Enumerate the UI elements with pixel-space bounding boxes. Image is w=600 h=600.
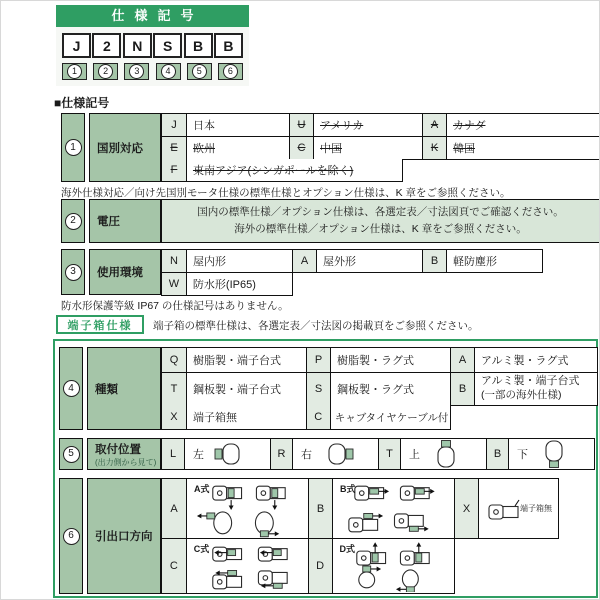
code-cell [289,137,313,159]
code-box-6: B [214,33,243,58]
desc-cell: 鋼板製・端子台式 [186,373,306,405]
code-cell: C [162,539,186,593]
mounting-label-text: 取付位置 [95,443,141,456]
code-cell: B [308,479,332,538]
motor-mount-bottom-icon [537,439,571,469]
desc-cell [292,439,378,469]
type-name-note: (一部の海外仕様) [481,388,562,401]
circled-number: 3 [129,64,144,79]
outlet-x-caption: 端子箱無 [520,504,552,513]
code-cell: T [162,373,186,405]
voltage-number-box [61,199,85,243]
circled-number: 2 [65,213,82,230]
environment-table [161,249,543,296]
table-row [161,347,598,373]
country-code: U [297,119,306,131]
desc-cell [313,137,422,159]
country-code: C [297,141,306,154]
desc-cell [446,114,599,136]
desc-cell: アルミ製・ラグ式 [474,348,597,372]
spec-code-body [56,27,249,86]
code-cell: P [306,348,330,372]
desc-cell: 屋内形 [186,250,292,272]
code-cell [162,137,186,159]
table-row [161,478,559,539]
code-cell: A [162,479,186,538]
number-badge-2 [93,63,118,80]
voltage-line-2: 海外の標準仕様／オプション仕様は、K 章をご参照ください。 [234,223,527,235]
desc-cell: 防水形(IP65) [186,273,292,295]
motor-mount-right-icon [321,439,355,469]
country-name: アメリカ [320,120,364,132]
desc-cell: 端子箱無 [186,405,306,429]
voltage-label: 電圧 [89,199,161,243]
circled-number: 5 [192,64,207,79]
number-badge-6 [218,63,243,80]
desc-cell [446,137,599,159]
code-box-5: B [184,33,213,58]
motor-mount-top-icon [429,439,463,469]
code-number-row [62,63,243,80]
desc-cell: キャブタイヤケーブル付 [330,405,450,429]
outlet-a-cell [186,479,308,538]
code-letter-row [62,33,243,58]
spec-code-panel [56,5,249,86]
country-name: 日本 [193,120,215,132]
circled-number: 5 [63,446,80,463]
table-row [161,372,598,406]
desc-cell [508,439,594,469]
country-name: 東南アジア(シンガポールを除く) [192,165,354,177]
code-cell: X [454,479,478,538]
number-badge-4 [156,63,181,80]
country-code: E [170,141,178,154]
table-row [161,272,293,296]
table-row [161,404,451,430]
table-row [161,158,403,182]
code-cell: L [162,439,184,469]
mounting-name: 下 [517,449,528,461]
code-cell: W [162,273,186,295]
code-cell [289,114,313,136]
circled-number: 1 [67,64,82,79]
country-number-box [61,113,85,182]
table-row [161,199,600,243]
code-box-4: S [153,33,182,58]
environment-note: 防水形保護等級 IP67 の仕様記号はありません。 [61,300,289,312]
outlet-a-title: A式 [194,484,210,494]
voltage-content [162,200,599,242]
code-cell: S [306,373,330,405]
circled-number: 1 [65,139,82,156]
code-box-3: N [123,33,152,58]
circled-number: 6 [223,64,238,79]
country-code: F [170,164,178,176]
outlet-d-cell [332,539,454,593]
outlet-b-title: B式 [340,484,356,494]
circled-number: 2 [98,64,113,79]
type-name: アルミ製・端子台式 [481,375,580,388]
type-number-box [59,347,83,430]
circled-number: 3 [65,264,82,281]
outlet-b-cell [332,479,454,538]
voltage-table [161,199,600,243]
country-label: 国別対応 [89,113,161,182]
motor-mount-left-icon [213,439,247,469]
code-cell: B [450,373,474,405]
desc-cell: 樹脂製・ラグ式 [330,348,450,372]
code-cell [422,137,446,159]
table-row [161,538,455,594]
outlet-table [161,478,559,594]
country-name: 韓国 [453,142,475,155]
circled-number: 6 [63,528,80,545]
desc-cell: 屋外形 [316,250,422,272]
mounting-name: 右 [301,449,312,461]
mounting-number-box [59,438,83,470]
table-row [161,113,600,137]
environment-number-box [61,249,85,295]
desc-cell: 鋼板製・ラグ式 [330,373,450,405]
number-badge-3 [124,63,149,80]
code-cell: R [270,439,292,469]
type-table [161,347,598,430]
desc-cell [400,439,486,469]
outlet-c-title: C式 [193,543,210,554]
section-heading: ■仕様記号 [54,96,110,110]
code-cell: T [378,439,400,469]
circled-number: 4 [161,64,176,79]
country-table [161,113,600,182]
code-box-1: J [62,33,91,58]
country-name: カナダ [453,120,486,132]
country-code: K [430,141,439,154]
outlet-d-title: D式 [339,543,355,554]
outlet-c-cell [186,539,308,593]
code-cell: Q [162,348,186,372]
code-cell: A [450,348,474,372]
desc-cell [186,159,402,181]
desc-cell: 軽防塵形 [446,250,542,272]
type-label: 種類 [87,347,161,430]
desc-cell [474,373,597,405]
country-note: 海外仕様対応／向け先国別モータ仕様の標準仕様とオプション仕様は、K 章をご参照ください。 [61,187,511,199]
mounting-name: 左 [193,449,204,461]
code-cell [422,114,446,136]
code-cell: B [422,250,446,272]
table-row [161,249,543,273]
mounting-name: 上 [409,449,420,461]
outlet-x-cell [478,479,558,538]
circled-number: 4 [63,380,80,397]
country-name: 欧州 [193,142,215,155]
mounting-label [87,438,161,470]
code-cell: X [162,405,186,429]
outlet-number-box [59,478,83,594]
code-cell [162,159,186,181]
voltage-line-1: 国内の標準仕様／オプション仕様は、各選定表／寸法図頁でご確認ください。 [197,205,564,218]
terminal-box-title: 端子箱仕様 [56,315,144,334]
spec-code-title: 仕様記号 [56,5,249,27]
terminal-box-note: 端子箱の標準仕様は、各選定表／寸法図の掲載頁をご参照ください。 [153,320,479,332]
number-badge-5 [187,63,212,80]
code-cell: D [308,539,332,593]
code-cell: J [162,114,186,136]
code-cell: B [486,439,508,469]
desc-cell [184,439,270,469]
code-cell: C [306,405,330,429]
country-code: A [430,119,439,131]
country-name: 中国 [320,142,342,155]
desc-cell [186,137,289,159]
desc-cell [313,114,422,136]
code-cell: N [162,250,186,272]
table-row [161,136,600,160]
number-badge-1 [62,63,87,80]
environment-label: 使用環境 [89,249,161,295]
desc-cell [186,114,289,136]
table-row [161,438,595,470]
code-box-2: 2 [92,33,121,58]
outlet-label: 引出口方向 [87,478,161,594]
code-cell: A [292,250,316,272]
mounting-table [161,438,595,470]
mounting-sublabel: (出力側から見て) [95,457,157,467]
desc-cell: 樹脂製・端子台式 [186,348,306,372]
